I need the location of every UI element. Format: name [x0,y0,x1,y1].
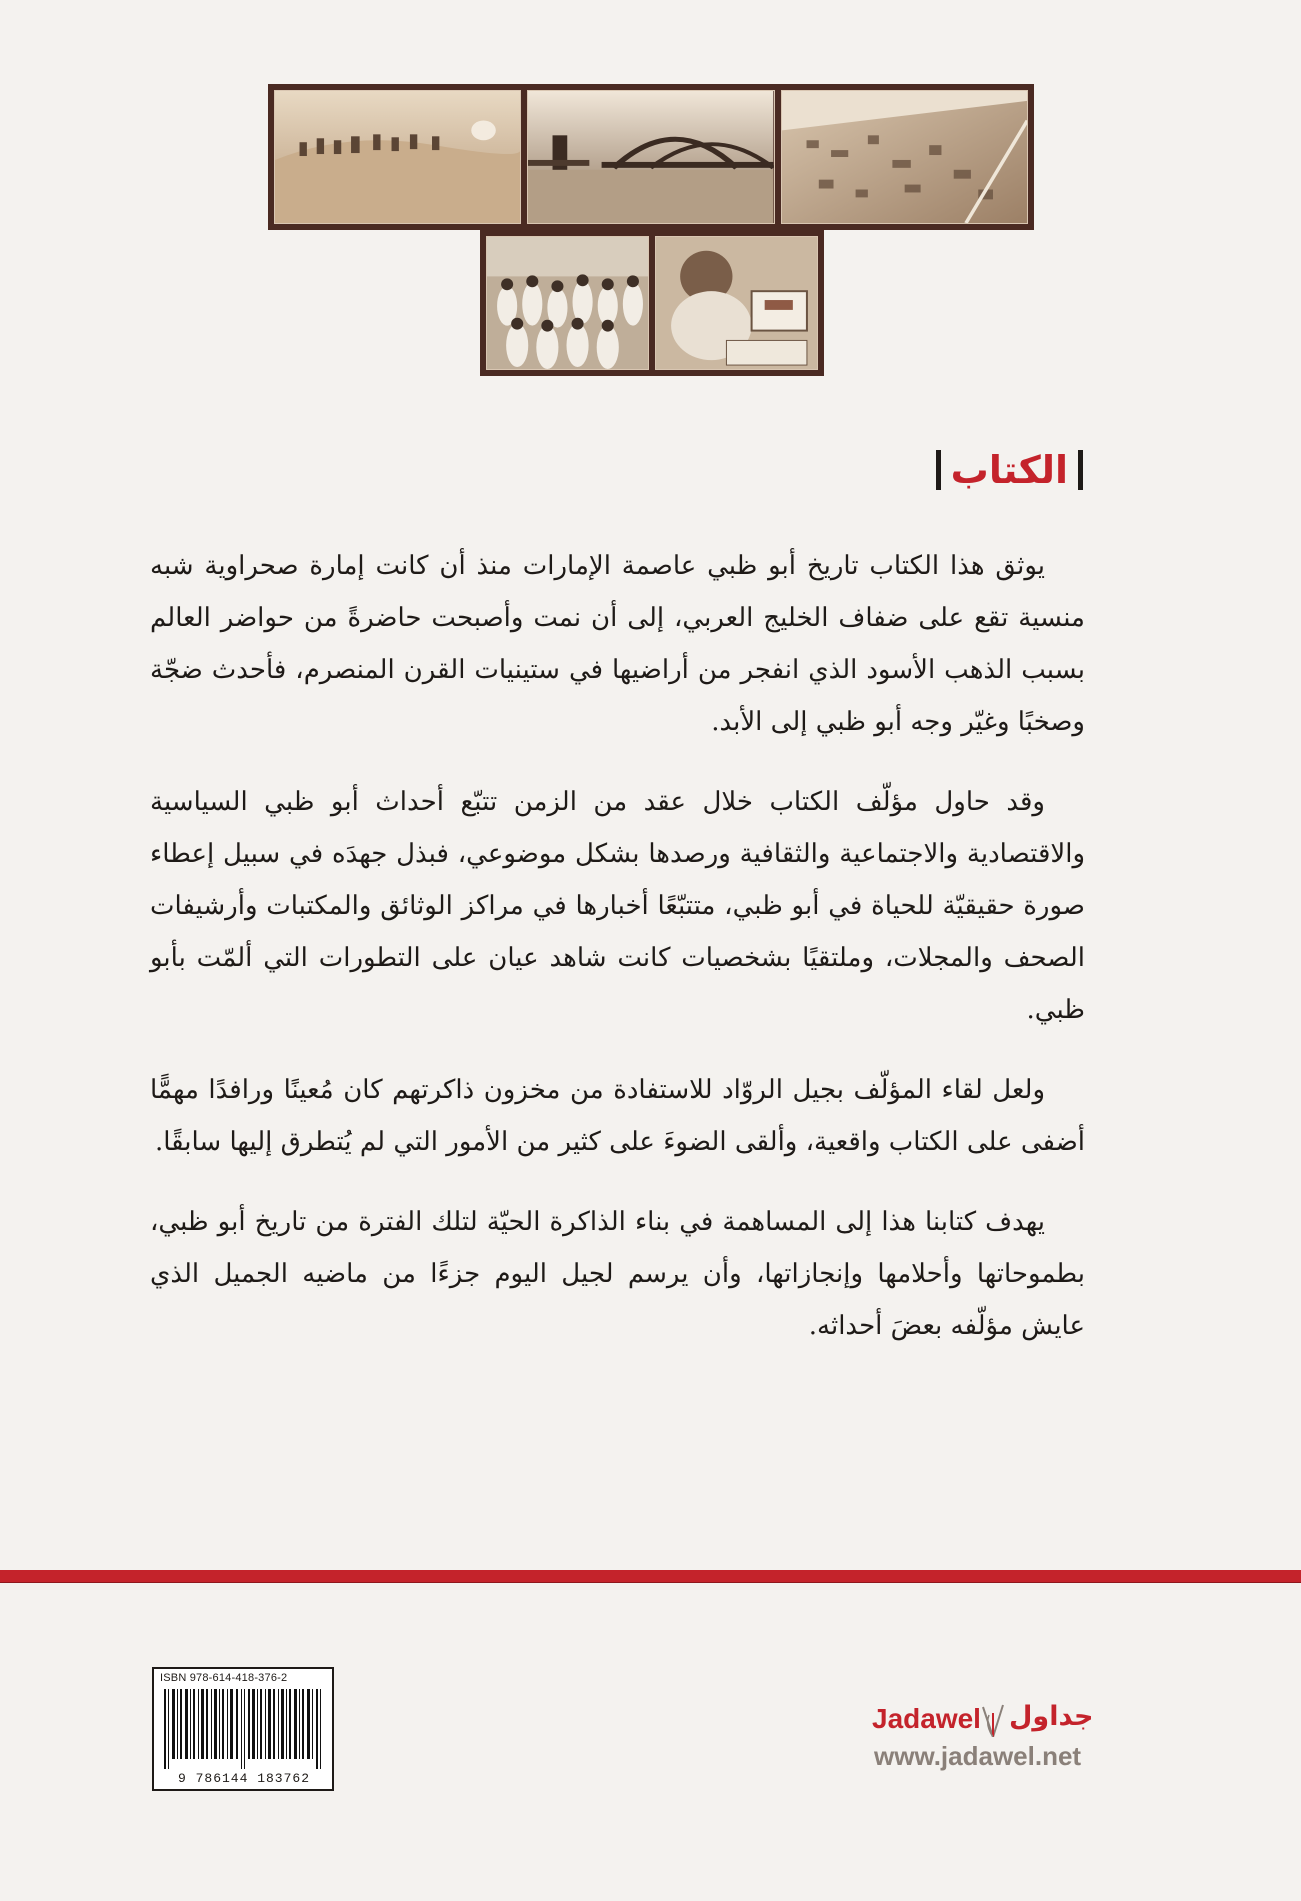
red-divider [0,1570,1301,1583]
heading-bar-right [1078,450,1083,490]
photo-collage [268,84,1034,376]
publisher-url[interactable]: www.jadawel.net [874,1741,1082,1771]
paragraph: ولعل لقاء المؤلّف بجيل الروّاد للاستفادة من مخزون ذاكرتهم كان مُعينًا ورافدًا مهمًّا أضفى على الكتاب واقعية، وألقى الضوءَ على كثير من الأمور التي لم يُتطرق إليها سابقًا. [150,1075,1085,1157]
isbn-barcode [152,1667,334,1791]
barcode-icon [164,1689,324,1769]
section-heading [936,450,1083,490]
paragraph: يهدف كتابنا هذا إلى المساهمة في بناء الذاكرة الحيّة لتلك الفترة من تاريخ أبو ظبي، بطموحاتها وأحلامها وإنجازاتها، وأن يرسم لجيل اليوم جزءًا من ماضيه الجميل الذي عايش مؤلّفه بعضَ أحداثه. [150,1207,1085,1341]
photo-aerial-town [781,90,1028,224]
barcode-digits: 9 786144 183762 [177,1771,311,1786]
book-description [150,540,1085,1380]
photo-bridge [527,90,774,224]
publisher-name-en: Jadawel [872,1703,981,1734]
paragraph: وقد حاول مؤلّف الكتاب خلال عقد من الزمن تتبّع أحداث أبو ظبي السياسية والاقتصادية والاجتماعية والثقافية ورصدها بشكل موضوعي، فبذل جهدَه في سبيل إعطاء صورة حقيقيّة للحياة في أبو ظبي، متتبّعًا أخبارها في مراكز الوثائق والمكتبات وأرشيفات الصحف والمجلات، وملتقيًا بشخصيات كانت شاهد عيان على التطورات التي ألمّت بأبو ظبي. [150,787,1085,1025]
photo-row-top [268,84,1034,230]
publisher-name-ar: جداول [1009,1701,1094,1732]
paragraph: يوثق هذا الكتاب تاريخ أبو ظبي عاصمة الإمارات منذ أن كانت إمارة صحراوية شبه منسية تقع على ضفاف الخليج العربي، إلى أن نمت وأصبحت حاضرةً من حواضر العالم بسبب الذهب الأسود الذي انفجر من أراضيها في ستينيات القرن المنصرم، فأحدث ضجّة وصخبًا وغيّر وجه أبو ظبي إلى الأبد. [150,551,1085,737]
photo-child-reading [655,236,818,370]
leaf-icon [979,1703,1007,1737]
heading-bar-left [936,450,941,490]
section-title: الكتاب [950,448,1068,492]
photo-desert-caravan [274,90,521,224]
publisher-logo[interactable] [872,1703,1152,1783]
isbn-label: ISBN 978-614-418-376-2 [160,1672,288,1684]
photo-group-people [486,236,649,370]
photo-row-bottom [480,230,824,376]
